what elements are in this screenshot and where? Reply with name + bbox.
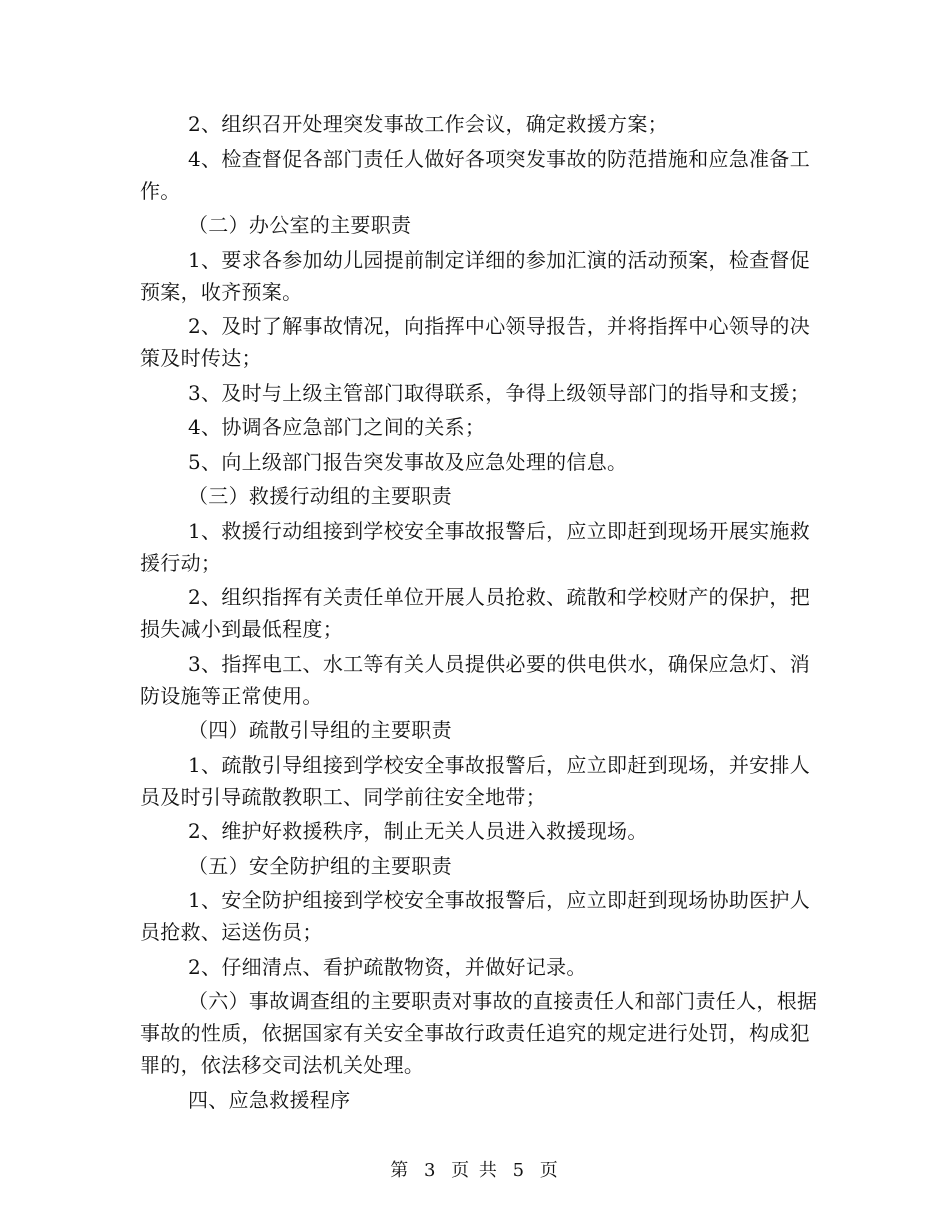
paragraph-item-2: 2、组织召开处理突发事故工作会议，确定救援方案； — [188, 112, 668, 136]
paragraph-office-1: 1、要求各参加幼儿园提前制定详细的参加汇演的活动预案，检查督促预案，收齐预案。 — [140, 247, 811, 304]
paragraph-evacuation-2: 2、维护好救援秩序，制止无关人员进入救援现场。 — [188, 819, 648, 843]
section-heading-evacuation: （四）疏散引导组的主要职责 — [188, 718, 452, 742]
footer-middle: 页 共 — [451, 1160, 499, 1181]
paragraph-office-4: 4、协调各应急部门之间的关系； — [188, 415, 486, 439]
section-heading-investigation: （六）事故调查组的主要职责对事故的直接责任人和部门责任人，根据事故的性质，依据国家有关安全事故行政责任追究的规定进行处罚，构成犯罪的，依法移交司法机关处理。 — [140, 989, 818, 1077]
footer-suffix: 页 — [539, 1160, 560, 1181]
section-heading-rescue: （三）救援行动组的主要职责 — [188, 484, 452, 508]
document-body — [140, 108, 820, 1118]
paragraph-protection-2: 2、仔细清点、看护疏散物资，并做好记录。 — [188, 954, 587, 979]
paragraph-item-4: 4、检查督促各部门责任人做好各项突发事故的防范措施和应急准备工作。 — [140, 146, 811, 203]
page-footer — [0, 1156, 950, 1182]
paragraph-office-2: 2、及时了解事故情况，向指挥中心领导报告，并将指挥中心领导的决策及时传达； — [140, 314, 811, 370]
paragraph-rescue-1: 1、救援行动组接到学校安全事故报警后，应立即赶到现场开展实施救援行动； — [140, 518, 811, 575]
footer-prefix: 第 — [390, 1160, 411, 1181]
paragraph-rescue-2: 2、组织指挥有关责任单位开展人员抢救、疏散和学校财产的保护，把损失减小到最低程度； — [140, 585, 811, 641]
paragraph-office-5: 5、向上级部门报告突发事故及应急处理的信息。 — [188, 449, 628, 474]
paragraph-evacuation-1: 1、疏散引导组接到学校安全事故报警后，应立即赶到现场，并安排人员及时引导疏散教职工、同学前往安全地带； — [140, 752, 811, 809]
paragraph-protection-1: 1、安全防护组接到学校安全事故报警后，应立即赶到现场协助医护人员抢救、运送伤员； — [140, 888, 811, 944]
section-heading-procedure: 四、应急救援程序 — [188, 1087, 351, 1112]
footer-total-pages: 5 — [512, 1160, 527, 1181]
footer-page-number: 3 — [423, 1160, 438, 1181]
section-heading-office: （二）办公室的主要职责 — [188, 213, 412, 237]
section-heading-protection: （五）安全防护组的主要职责 — [188, 853, 452, 878]
paragraph-rescue-3: 3、指挥电工、水工等有关人员提供必要的供电供水，确保应急灯、消防设施等正常使用。 — [140, 651, 811, 708]
paragraph-office-3: 3、及时与上级主管部门取得联系，争得上级领导部门的指导和支援； — [188, 380, 811, 405]
